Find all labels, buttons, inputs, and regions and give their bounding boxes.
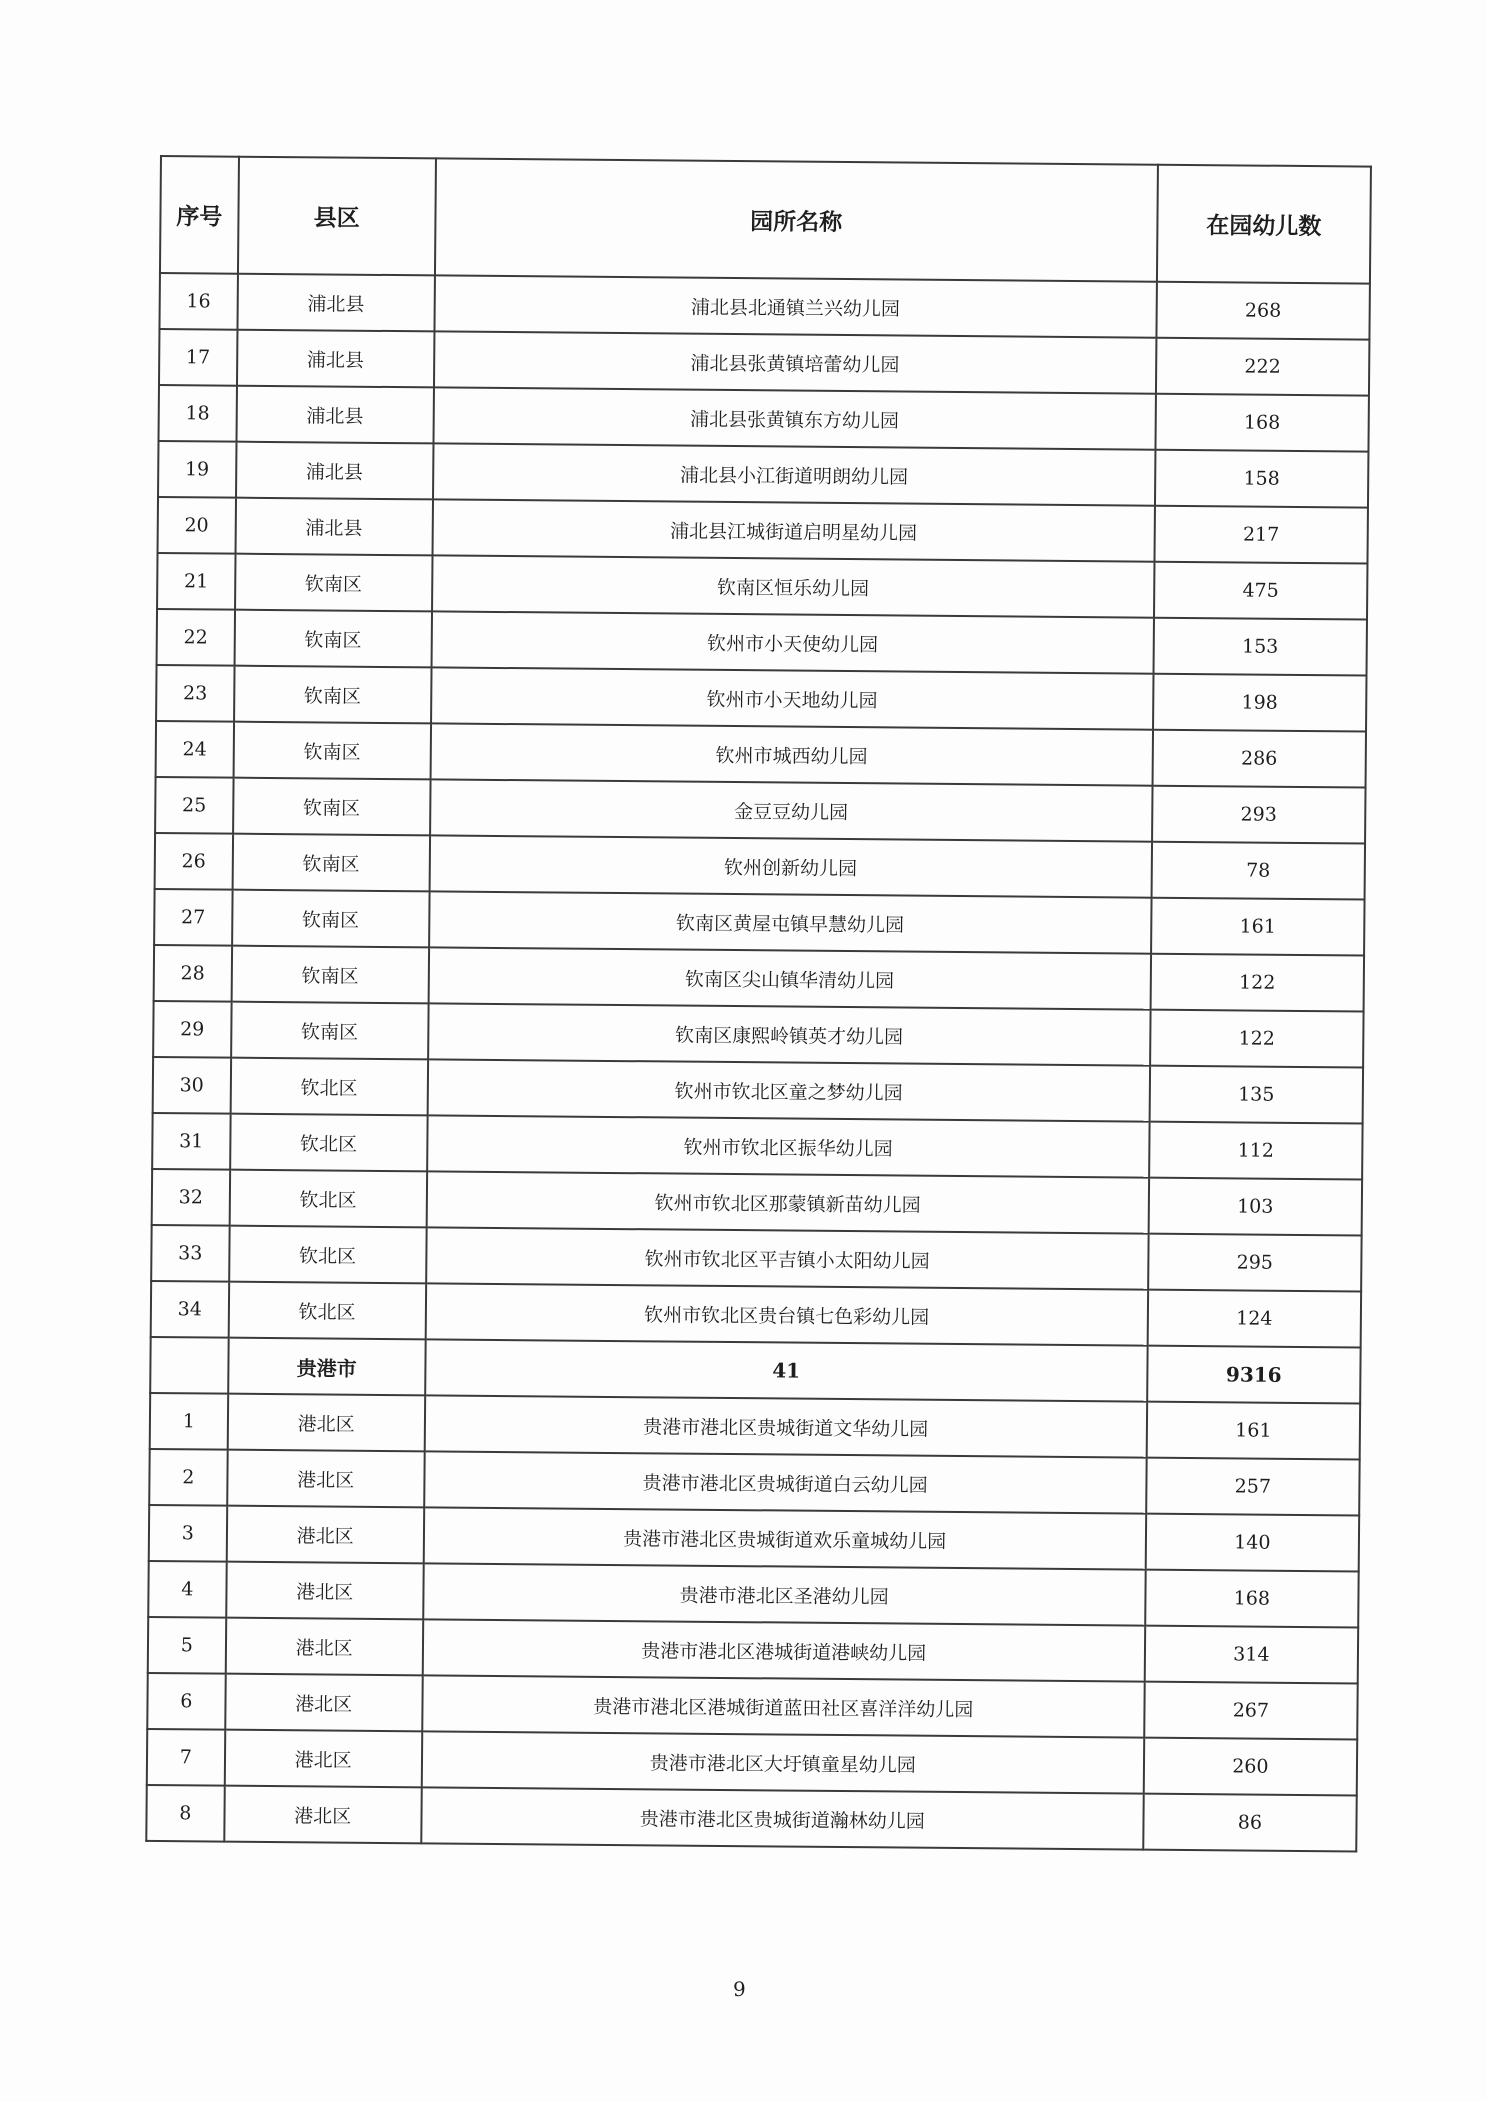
cell-county: 浦北县: [237, 274, 435, 332]
cell-enrollment: 257: [1146, 1458, 1360, 1516]
cell-county: 钦南区: [235, 554, 433, 612]
cell-kindergarten-name: 钦州市钦北区振华幼儿园: [427, 1115, 1150, 1177]
cell-index: 27: [154, 889, 232, 946]
cell-enrollment: 78: [1151, 842, 1365, 900]
cell-kindergarten-name: 贵港市港北区贵城街道白云幼儿园: [424, 1451, 1147, 1513]
table-row: [156, 721, 1366, 788]
table-row: [149, 1505, 1359, 1572]
cell-county: 钦北区: [229, 1170, 427, 1228]
cell-county: 浦北县: [236, 386, 434, 444]
cell-county: 钦南区: [234, 666, 432, 724]
cell-index: 23: [156, 665, 234, 722]
table-row: [152, 1169, 1362, 1236]
table-row: [157, 553, 1367, 620]
cell-kindergarten-name: 贵港市港北区贵城街道文华幼儿园: [424, 1395, 1147, 1457]
cell-index: 7: [147, 1729, 225, 1786]
cell-county: 钦南区: [233, 778, 431, 836]
cell-enrollment: 293: [1152, 786, 1366, 844]
cell-kindergarten-name: 贵港市港北区港城街道港峡幼儿园: [422, 1619, 1145, 1681]
cell-enrollment: 268: [1156, 282, 1370, 340]
cell-enrollment: 122: [1150, 954, 1364, 1012]
cell-enrollment: 198: [1153, 674, 1367, 732]
cell-enrollment: 267: [1144, 1682, 1358, 1740]
cell-county: 钦南区: [232, 834, 430, 892]
cell-county: 钦北区: [229, 1226, 427, 1284]
cell-enrollment: 153: [1153, 618, 1367, 676]
cell-kindergarten-name: 钦州市钦北区那蒙镇新苗幼儿园: [426, 1171, 1149, 1233]
table-row: [155, 833, 1365, 900]
cell-index: 16: [159, 273, 237, 330]
cell-enrollment: 86: [1143, 1794, 1357, 1852]
cell-kindergarten-name: 贵港市港北区港城街道蓝田社区喜洋洋幼儿园: [422, 1675, 1145, 1737]
cell-county: 港北区: [227, 1394, 425, 1452]
table-row: [156, 665, 1366, 732]
table-row: [153, 1057, 1363, 1124]
kindergarten-table: [145, 155, 1372, 1853]
cell-enrollment: 122: [1150, 1010, 1364, 1068]
cell-enrollment: 286: [1152, 730, 1366, 788]
cell-kindergarten-name: 钦州市钦北区童之梦幼儿园: [427, 1059, 1150, 1121]
cell-enrollment: 295: [1148, 1234, 1362, 1292]
cell-county: 钦南区: [234, 610, 432, 668]
cell-county: 港北区: [225, 1674, 423, 1732]
cell-index: 29: [153, 1001, 231, 1058]
cell-index: 2: [149, 1449, 227, 1506]
table-row: [151, 1225, 1361, 1292]
table-header-row: [160, 156, 1371, 284]
cell-index: 4: [148, 1561, 226, 1618]
cell-index: 30: [153, 1057, 231, 1114]
table-row: [148, 1617, 1358, 1684]
cell-index: 21: [157, 553, 235, 610]
cell-enrollment: 168: [1155, 394, 1369, 452]
cell-index: 25: [155, 777, 233, 834]
cell-enrollment: 158: [1155, 450, 1369, 508]
cell-index: 17: [159, 329, 237, 386]
cell-enrollment: 135: [1149, 1066, 1363, 1124]
header-index: 序号: [160, 156, 239, 274]
cell-county: 钦北区: [228, 1282, 426, 1340]
cell-index: 20: [158, 497, 236, 554]
cell-enrollment: 222: [1156, 338, 1370, 396]
table-row: [152, 1113, 1362, 1180]
cell-county: 钦北区: [230, 1058, 428, 1116]
header-kindergarten-name: 园所名称: [435, 158, 1158, 281]
cell-kindergarten-name: 钦南区康熙岭镇英才幼儿园: [428, 1003, 1151, 1065]
cell-enrollment: 217: [1154, 506, 1368, 564]
cell-kindergarten-name: 贵港市港北区贵城街道欢乐童城幼儿园: [423, 1507, 1146, 1569]
cell-kindergarten-name: 钦州市小天使幼儿园: [431, 611, 1154, 673]
cell-index: 34: [151, 1281, 229, 1338]
table-row: [159, 273, 1369, 340]
table-body: [146, 273, 1370, 1851]
table-row: [159, 385, 1369, 452]
table-row: [154, 945, 1364, 1012]
cell-kindergarten-name: 浦北县张黄镇东方幼儿园: [433, 387, 1156, 449]
table-row: [158, 497, 1368, 564]
cell-enrollment: 314: [1145, 1626, 1359, 1684]
subtotal-row: [150, 1337, 1360, 1404]
cell-kindergarten-name: 钦州市城西幼儿园: [430, 723, 1153, 785]
table-row: [146, 1785, 1356, 1852]
cell-index: 26: [155, 833, 233, 890]
cell-enrollment: 9316: [1147, 1346, 1361, 1404]
cell-county: 钦南区: [231, 946, 429, 1004]
cell-kindergarten-name: 浦北县小江街道明朗幼儿园: [433, 443, 1156, 505]
cell-county: 贵港市: [228, 1338, 426, 1396]
cell-kindergarten-name: 钦南区恒乐幼儿园: [432, 555, 1155, 617]
cell-enrollment: 124: [1147, 1290, 1361, 1348]
cell-kindergarten-name: 钦州市钦北区平吉镇小太阳幼儿园: [426, 1227, 1149, 1289]
cell-index: 19: [158, 441, 236, 498]
cell-kindergarten-name: 金豆豆幼儿园: [430, 779, 1153, 841]
cell-enrollment: 475: [1154, 562, 1368, 620]
cell-county: 港北区: [224, 1730, 422, 1788]
cell-index: 24: [156, 721, 234, 778]
cell-index: 32: [152, 1169, 230, 1226]
cell-index: 31: [152, 1113, 230, 1170]
cell-county: 钦南区: [232, 890, 430, 948]
cell-kindergarten-name: 浦北县北通镇兰兴幼儿园: [434, 275, 1157, 337]
table-row: [157, 609, 1367, 676]
cell-kindergarten-name: 贵港市港北区大圩镇童星幼儿园: [421, 1731, 1144, 1793]
cell-kindergarten-name: 钦南区黄屋屯镇早慧幼儿园: [429, 891, 1152, 953]
cell-kindergarten-name: 41: [425, 1339, 1148, 1401]
cell-kindergarten-name: 钦州创新幼儿园: [429, 835, 1152, 897]
cell-index: 33: [151, 1225, 229, 1282]
table-row: [148, 1561, 1358, 1628]
cell-index: 18: [159, 385, 237, 442]
cell-kindergarten-name: 钦州市小天地幼儿园: [431, 667, 1154, 729]
cell-kindergarten-name: 浦北县张黄镇培蕾幼儿园: [434, 331, 1157, 393]
cell-enrollment: 103: [1148, 1178, 1362, 1236]
cell-enrollment: 140: [1146, 1514, 1360, 1572]
table-row: [147, 1729, 1357, 1796]
cell-county: 港北区: [224, 1786, 422, 1844]
cell-county: 浦北县: [235, 498, 433, 556]
cell-index: 8: [146, 1785, 224, 1842]
cell-index: 22: [157, 609, 235, 666]
cell-county: 钦南区: [231, 1002, 429, 1060]
cell-kindergarten-name: 贵港市港北区圣港幼儿园: [423, 1563, 1146, 1625]
table-row: [158, 441, 1368, 508]
cell-kindergarten-name: 浦北县江城街道启明星幼儿园: [432, 499, 1155, 561]
table-row: [149, 1449, 1359, 1516]
cell-index: 5: [148, 1617, 226, 1674]
cell-enrollment: 260: [1144, 1738, 1358, 1796]
cell-kindergarten-name: 钦州市钦北区贵台镇七色彩幼儿园: [425, 1283, 1148, 1345]
cell-index: 6: [147, 1673, 225, 1730]
cell-index: 3: [149, 1505, 227, 1562]
table-row: [159, 329, 1369, 396]
table-row: [147, 1673, 1357, 1740]
table-row: [155, 777, 1365, 844]
cell-enrollment: 161: [1151, 898, 1365, 956]
cell-county: 浦北县: [236, 442, 434, 500]
cell-kindergarten-name: 贵港市港北区贵城街道瀚林幼儿园: [421, 1787, 1144, 1849]
header-county: 县区: [238, 157, 436, 276]
cell-enrollment: 168: [1145, 1570, 1359, 1628]
cell-kindergarten-name: 钦南区尖山镇华清幼儿园: [428, 947, 1151, 1009]
cell-index: [150, 1337, 228, 1394]
cell-enrollment: 112: [1149, 1122, 1363, 1180]
table-row: [153, 1001, 1363, 1068]
table-row: [151, 1281, 1361, 1348]
cell-county: 港北区: [225, 1618, 423, 1676]
cell-county: 钦北区: [230, 1114, 428, 1172]
header-enrollment: 在园幼儿数: [1157, 165, 1371, 284]
cell-index: 28: [154, 945, 232, 1002]
cell-county: 港北区: [226, 1506, 424, 1564]
cell-county: 港北区: [226, 1562, 424, 1620]
cell-index: 1: [150, 1393, 228, 1450]
cell-county: 港北区: [227, 1450, 425, 1508]
cell-enrollment: 161: [1147, 1402, 1361, 1460]
cell-county: 浦北县: [237, 330, 435, 388]
cell-county: 钦南区: [233, 722, 431, 780]
table-row: [150, 1393, 1360, 1460]
page-number: 9: [733, 1977, 746, 2001]
table-row: [154, 889, 1364, 956]
